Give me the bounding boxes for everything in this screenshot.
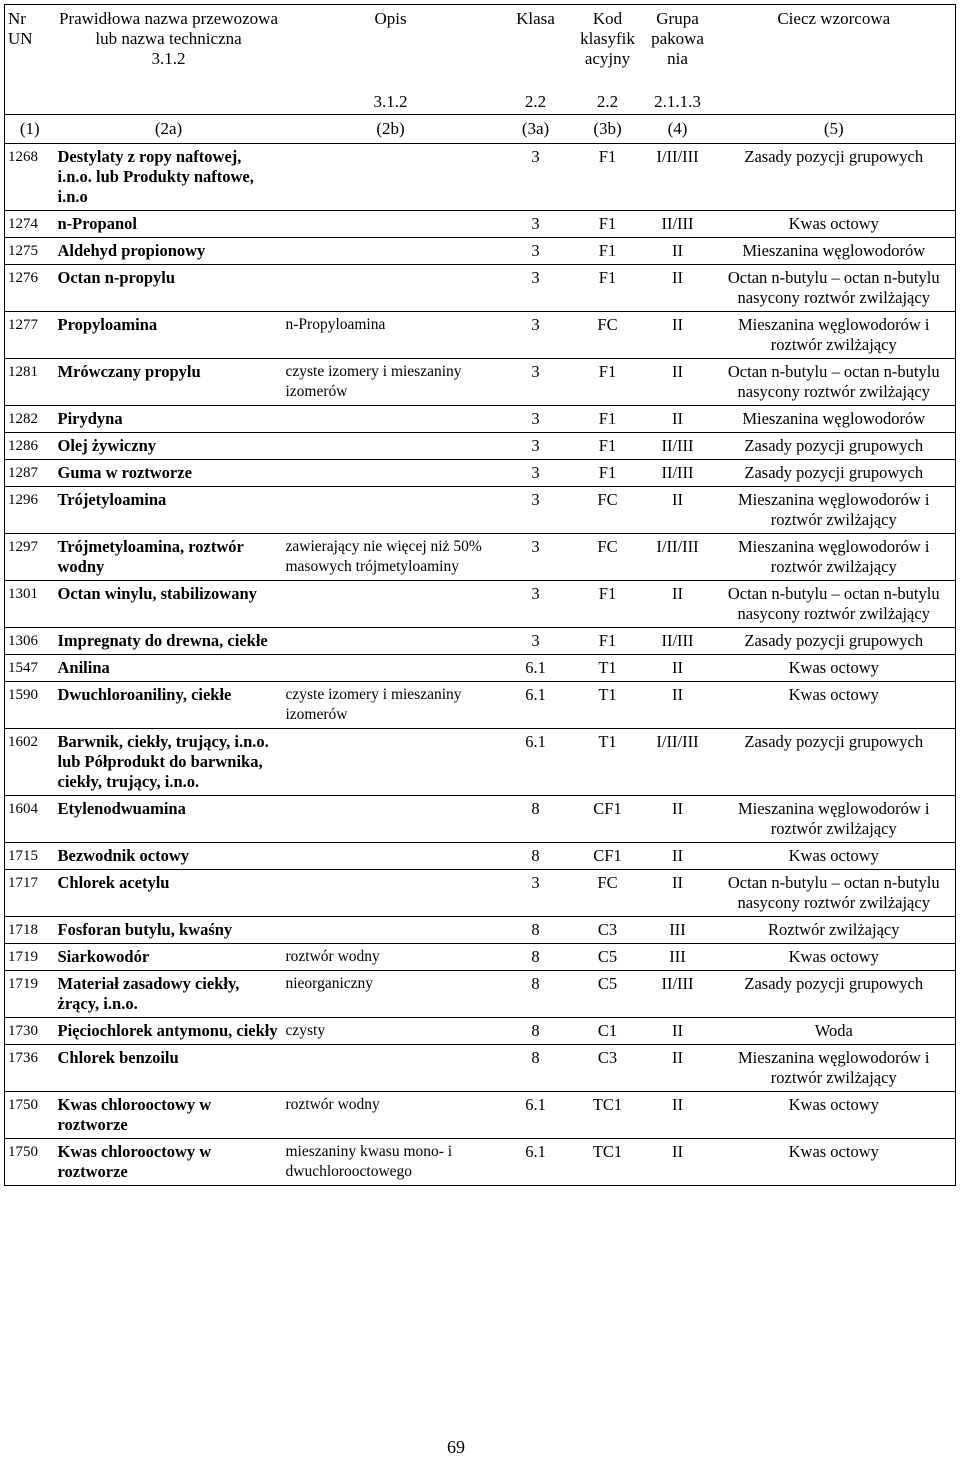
- class-cell: 6.1: [499, 682, 573, 729]
- header-class: [499, 5, 573, 115]
- packing-group-cell: II/III: [643, 211, 713, 238]
- reference-liquid-cell: Kwas octowy: [713, 944, 956, 971]
- description-cell: czyste izomery i mieszaniny izomerów: [283, 682, 499, 729]
- un-number-cell: 1286: [5, 433, 55, 460]
- description-cell: [283, 238, 499, 265]
- header-group-title: Grupa pakowa nia: [651, 9, 704, 68]
- table-row: [5, 534, 956, 581]
- table-row: [5, 312, 956, 359]
- un-number-cell: 1296: [5, 487, 55, 534]
- packing-group-cell: II: [643, 487, 713, 534]
- shipping-name-cell: Materiał zasadowy ciekły, żrący, i.n.o.: [55, 971, 283, 1018]
- class-cell: 6.1: [499, 1092, 573, 1139]
- table-body: [5, 144, 956, 1186]
- packing-group-cell: II: [643, 796, 713, 843]
- shipping-name-cell: Chlorek benzoilu: [55, 1045, 283, 1092]
- classification-code-cell: C1: [573, 1018, 643, 1045]
- table-row: [5, 359, 956, 406]
- packing-group-cell: II: [643, 265, 713, 312]
- packing-group-cell: I/II/III: [643, 729, 713, 796]
- header-code: [573, 5, 643, 115]
- shipping-name-cell: Pięciochlorek antymonu, ciekły: [55, 1018, 283, 1045]
- description-cell: [283, 487, 499, 534]
- table-row: [5, 460, 956, 487]
- description-cell: [283, 265, 499, 312]
- shipping-name-cell: Trójetyloamina: [55, 487, 283, 534]
- table-row: [5, 870, 956, 917]
- shipping-name-cell: Impregnaty do drewna, ciekłe: [55, 628, 283, 655]
- un-number-cell: 1306: [5, 628, 55, 655]
- shipping-name-cell: Bezwodnik octowy: [55, 843, 283, 870]
- description-cell: [283, 870, 499, 917]
- reference-liquid-cell: Octan n-butylu – octan n-butylu nasycony roztwór zwilżający: [713, 870, 956, 917]
- un-number-cell: 1719: [5, 944, 55, 971]
- class-cell: 3: [499, 460, 573, 487]
- packing-group-cell: III: [643, 944, 713, 971]
- un-number-cell: 1547: [5, 655, 55, 682]
- header-nr-un: [5, 5, 55, 115]
- reference-liquid-cell: Mieszanina węglowodorów i roztwór zwilżający: [713, 796, 956, 843]
- column-number: (4): [643, 115, 713, 144]
- description-cell: n-Propyloamina: [283, 312, 499, 359]
- header-liquid-title: Ciecz wzorcowa: [777, 9, 891, 28]
- un-number-cell: 1301: [5, 581, 55, 628]
- reference-liquid-cell: Kwas octowy: [713, 1139, 956, 1186]
- reference-liquid-cell: Zasady pozycji grupowych: [713, 144, 956, 211]
- description-cell: [283, 796, 499, 843]
- description-cell: [283, 460, 499, 487]
- shipping-name-cell: Mrówczany propylu: [55, 359, 283, 406]
- class-cell: 8: [499, 796, 573, 843]
- table-row: [5, 1139, 956, 1186]
- packing-group-cell: II: [643, 238, 713, 265]
- un-number-cell: 1297: [5, 534, 55, 581]
- un-number-cell: 1750: [5, 1139, 55, 1186]
- description-cell: [283, 211, 499, 238]
- shipping-name-cell: Octan winylu, stabilizowany: [55, 581, 283, 628]
- class-cell: 3: [499, 144, 573, 211]
- dangerous-goods-table: [4, 4, 956, 1186]
- un-number-cell: 1274: [5, 211, 55, 238]
- header-description: [283, 5, 499, 115]
- reference-liquid-cell: Woda: [713, 1018, 956, 1045]
- classification-code-cell: F1: [573, 433, 643, 460]
- un-number-cell: 1602: [5, 729, 55, 796]
- column-number-row: [5, 115, 956, 144]
- packing-group-cell: II: [643, 312, 713, 359]
- reference-liquid-cell: Zasady pozycji grupowych: [713, 460, 956, 487]
- description-cell: [283, 729, 499, 796]
- shipping-name-cell: Propyloamina: [55, 312, 283, 359]
- table-row: [5, 1018, 956, 1045]
- description-cell: mieszaniny kwasu mono- i dwuchlorooctowego: [283, 1139, 499, 1186]
- packing-group-cell: II: [643, 1092, 713, 1139]
- packing-group-cell: II: [643, 1139, 713, 1186]
- table-row: [5, 971, 956, 1018]
- description-cell: [283, 406, 499, 433]
- class-cell: 8: [499, 1018, 573, 1045]
- table-row: [5, 917, 956, 944]
- classification-code-cell: CF1: [573, 796, 643, 843]
- class-cell: 3: [499, 487, 573, 534]
- classification-code-cell: T1: [573, 729, 643, 796]
- class-cell: 6.1: [499, 655, 573, 682]
- un-number-cell: 1719: [5, 971, 55, 1018]
- class-cell: 3: [499, 238, 573, 265]
- classification-code-cell: FC: [573, 487, 643, 534]
- table-row: [5, 144, 956, 211]
- classification-code-cell: FC: [573, 312, 643, 359]
- classification-code-cell: F1: [573, 144, 643, 211]
- shipping-name-cell: Aldehyd propionowy: [55, 238, 283, 265]
- table-row: [5, 265, 956, 312]
- packing-group-cell: II/III: [643, 460, 713, 487]
- shipping-name-cell: Guma w roztworze: [55, 460, 283, 487]
- reference-liquid-cell: Zasady pozycji grupowych: [713, 971, 956, 1018]
- header-group: [643, 5, 713, 115]
- class-cell: 6.1: [499, 1139, 573, 1186]
- un-number-cell: 1717: [5, 870, 55, 917]
- classification-code-cell: F1: [573, 460, 643, 487]
- class-cell: 8: [499, 843, 573, 870]
- column-number: (3b): [573, 115, 643, 144]
- classification-code-cell: TC1: [573, 1092, 643, 1139]
- table-row: [5, 944, 956, 971]
- table-row: [5, 1045, 956, 1092]
- packing-group-cell: II: [643, 682, 713, 729]
- description-cell: [283, 843, 499, 870]
- classification-code-cell: FC: [573, 870, 643, 917]
- un-number-cell: 1718: [5, 917, 55, 944]
- shipping-name-cell: n-Propanol: [55, 211, 283, 238]
- un-number-cell: 1287: [5, 460, 55, 487]
- column-number: (1): [5, 115, 55, 144]
- table-row: [5, 796, 956, 843]
- reference-liquid-cell: Kwas octowy: [713, 655, 956, 682]
- un-number-cell: 1736: [5, 1045, 55, 1092]
- reference-liquid-cell: Kwas octowy: [713, 211, 956, 238]
- column-number: (2b): [283, 115, 499, 144]
- column-number: (3a): [499, 115, 573, 144]
- description-cell: zawierający nie więcej niż 50% masowych trójmetyloaminy: [283, 534, 499, 581]
- header-group-ref: 2.1.1.3: [654, 92, 701, 111]
- packing-group-cell: II: [643, 1045, 713, 1092]
- table-row: [5, 581, 956, 628]
- table-row: [5, 682, 956, 729]
- column-number: (2a): [55, 115, 283, 144]
- description-cell: czyste izomery i mieszaniny izomerów: [283, 359, 499, 406]
- packing-group-cell: II/III: [643, 971, 713, 1018]
- table-row: [5, 238, 956, 265]
- classification-code-cell: FC: [573, 534, 643, 581]
- packing-group-cell: II: [643, 1018, 713, 1045]
- description-cell: [283, 628, 499, 655]
- un-number-cell: 1604: [5, 796, 55, 843]
- classification-code-cell: F1: [573, 238, 643, 265]
- classification-code-cell: C3: [573, 917, 643, 944]
- reference-liquid-cell: Mieszanina węglowodorów i roztwór zwilżający: [713, 487, 956, 534]
- classification-code-cell: T1: [573, 655, 643, 682]
- header-name-ref: 3.1.2: [151, 49, 186, 68]
- reference-liquid-cell: Kwas octowy: [713, 682, 956, 729]
- classification-code-cell: C5: [573, 971, 643, 1018]
- reference-liquid-cell: Mieszanina węglowodorów i roztwór zwilżający: [713, 1045, 956, 1092]
- table-row: [5, 729, 956, 796]
- shipping-name-cell: Olej żywiczny: [55, 433, 283, 460]
- header-name: [55, 5, 283, 115]
- un-number-cell: 1750: [5, 1092, 55, 1139]
- packing-group-cell: II/III: [643, 433, 713, 460]
- un-number-cell: 1275: [5, 238, 55, 265]
- shipping-name-cell: Octan n-propylu: [55, 265, 283, 312]
- packing-group-cell: I/II/III: [643, 534, 713, 581]
- un-number-cell: 1281: [5, 359, 55, 406]
- reference-liquid-cell: Roztwór zwilżający: [713, 917, 956, 944]
- shipping-name-cell: Dwuchloroaniliny, ciekłe: [55, 682, 283, 729]
- header-row: [5, 5, 956, 115]
- reference-liquid-cell: Mieszanina węglowodorów: [713, 406, 956, 433]
- class-cell: 8: [499, 917, 573, 944]
- classification-code-cell: TC1: [573, 1139, 643, 1186]
- header-desc-title: Opis: [374, 9, 407, 28]
- reference-liquid-cell: Zasady pozycji grupowych: [713, 433, 956, 460]
- shipping-name-cell: Kwas chlorooctowy w roztworze: [55, 1092, 283, 1139]
- table-row: [5, 487, 956, 534]
- un-number-cell: 1268: [5, 144, 55, 211]
- shipping-name-cell: Chlorek acetylu: [55, 870, 283, 917]
- header-class-title: Klasa: [516, 9, 555, 28]
- classification-code-cell: F1: [573, 628, 643, 655]
- packing-group-cell: II: [643, 581, 713, 628]
- header-desc-ref: 3.1.2: [373, 92, 408, 111]
- classification-code-cell: C5: [573, 944, 643, 971]
- un-number-cell: 1276: [5, 265, 55, 312]
- class-cell: 8: [499, 971, 573, 1018]
- description-cell: roztwór wodny: [283, 1092, 499, 1139]
- reference-liquid-cell: Mieszanina węglowodorów i roztwór zwilżający: [713, 312, 956, 359]
- table-row: [5, 843, 956, 870]
- table-row: [5, 628, 956, 655]
- class-cell: 3: [499, 581, 573, 628]
- shipping-name-cell: Trójmetyloamina, roztwór wodny: [55, 534, 283, 581]
- shipping-name-cell: Destylaty z ropy naftowej, i.n.o. lub Produkty naftowe, i.n.o: [55, 144, 283, 211]
- class-cell: 3: [499, 265, 573, 312]
- shipping-name-cell: Fosforan butylu, kwaśny: [55, 917, 283, 944]
- reference-liquid-cell: Octan n-butylu – octan n-butylu nasycony roztwór zwilżający: [713, 265, 956, 312]
- description-cell: [283, 1045, 499, 1092]
- description-cell: roztwór wodny: [283, 944, 499, 971]
- shipping-name-cell: Pirydyna: [55, 406, 283, 433]
- column-number: (5): [713, 115, 956, 144]
- reference-liquid-cell: Kwas octowy: [713, 843, 956, 870]
- un-number-cell: 1730: [5, 1018, 55, 1045]
- packing-group-cell: II: [643, 406, 713, 433]
- header-reference-liquid: [713, 5, 956, 115]
- un-number-cell: 1715: [5, 843, 55, 870]
- class-cell: 6.1: [499, 729, 573, 796]
- packing-group-cell: II: [643, 359, 713, 406]
- description-cell: [283, 433, 499, 460]
- packing-group-cell: II: [643, 870, 713, 917]
- header-code-ref: 2.2: [596, 92, 619, 111]
- table-row: [5, 1092, 956, 1139]
- class-cell: 3: [499, 433, 573, 460]
- reference-liquid-cell: Zasady pozycji grupowych: [713, 729, 956, 796]
- classification-code-cell: F1: [573, 581, 643, 628]
- description-cell: [283, 917, 499, 944]
- reference-liquid-cell: Octan n-butylu – octan n-butylu nasycony roztwór zwilżający: [713, 359, 956, 406]
- shipping-name-cell: Anilina: [55, 655, 283, 682]
- description-cell: [283, 144, 499, 211]
- class-cell: 3: [499, 312, 573, 359]
- table-row: [5, 433, 956, 460]
- header-class-ref: 2.2: [524, 92, 547, 111]
- class-cell: 3: [499, 211, 573, 238]
- class-cell: 3: [499, 628, 573, 655]
- classification-code-cell: F1: [573, 211, 643, 238]
- header-name-title: Prawidłowa nazwa przewozowa lub nazwa techniczna: [58, 9, 279, 48]
- packing-group-cell: II/III: [643, 628, 713, 655]
- reference-liquid-cell: Mieszanina węglowodorów i roztwór zwilżający: [713, 534, 956, 581]
- shipping-name-cell: Etylenodwuamina: [55, 796, 283, 843]
- table-row: [5, 406, 956, 433]
- header-nr-un-label: Nr UN: [8, 9, 33, 48]
- classification-code-cell: F1: [573, 406, 643, 433]
- classification-code-cell: F1: [573, 359, 643, 406]
- shipping-name-cell: Kwas chlorooctowy w roztworze: [55, 1139, 283, 1186]
- classification-code-cell: CF1: [573, 843, 643, 870]
- packing-group-cell: II: [643, 655, 713, 682]
- un-number-cell: 1282: [5, 406, 55, 433]
- class-cell: 8: [499, 1045, 573, 1092]
- classification-code-cell: F1: [573, 265, 643, 312]
- shipping-name-cell: Siarkowodór: [55, 944, 283, 971]
- table-row: [5, 211, 956, 238]
- shipping-name-cell: Barwnik, ciekły, trujący, i.n.o. lub Półprodukt do barwnika, ciekły, trujący, i.n.o.: [55, 729, 283, 796]
- packing-group-cell: II: [643, 843, 713, 870]
- description-cell: [283, 655, 499, 682]
- table-row: [5, 655, 956, 682]
- classification-code-cell: C3: [573, 1045, 643, 1092]
- class-cell: 3: [499, 359, 573, 406]
- un-number-cell: 1590: [5, 682, 55, 729]
- reference-liquid-cell: Mieszanina węglowodorów: [713, 238, 956, 265]
- description-cell: nieorganiczny: [283, 971, 499, 1018]
- un-number-cell: 1277: [5, 312, 55, 359]
- packing-group-cell: I/II/III: [643, 144, 713, 211]
- reference-liquid-cell: Kwas octowy: [713, 1092, 956, 1139]
- packing-group-cell: III: [643, 917, 713, 944]
- page-number: 69: [447, 1437, 465, 1457]
- reference-liquid-cell: Octan n-butylu – octan n-butylu nasycony roztwór zwilżający: [713, 581, 956, 628]
- description-cell: [283, 581, 499, 628]
- class-cell: 3: [499, 534, 573, 581]
- classification-code-cell: T1: [573, 682, 643, 729]
- class-cell: 3: [499, 870, 573, 917]
- header-code-title: Kod klasyfik acyjny: [580, 9, 635, 68]
- class-cell: 3: [499, 406, 573, 433]
- reference-liquid-cell: Zasady pozycji grupowych: [713, 628, 956, 655]
- class-cell: 8: [499, 944, 573, 971]
- description-cell: czysty: [283, 1018, 499, 1045]
